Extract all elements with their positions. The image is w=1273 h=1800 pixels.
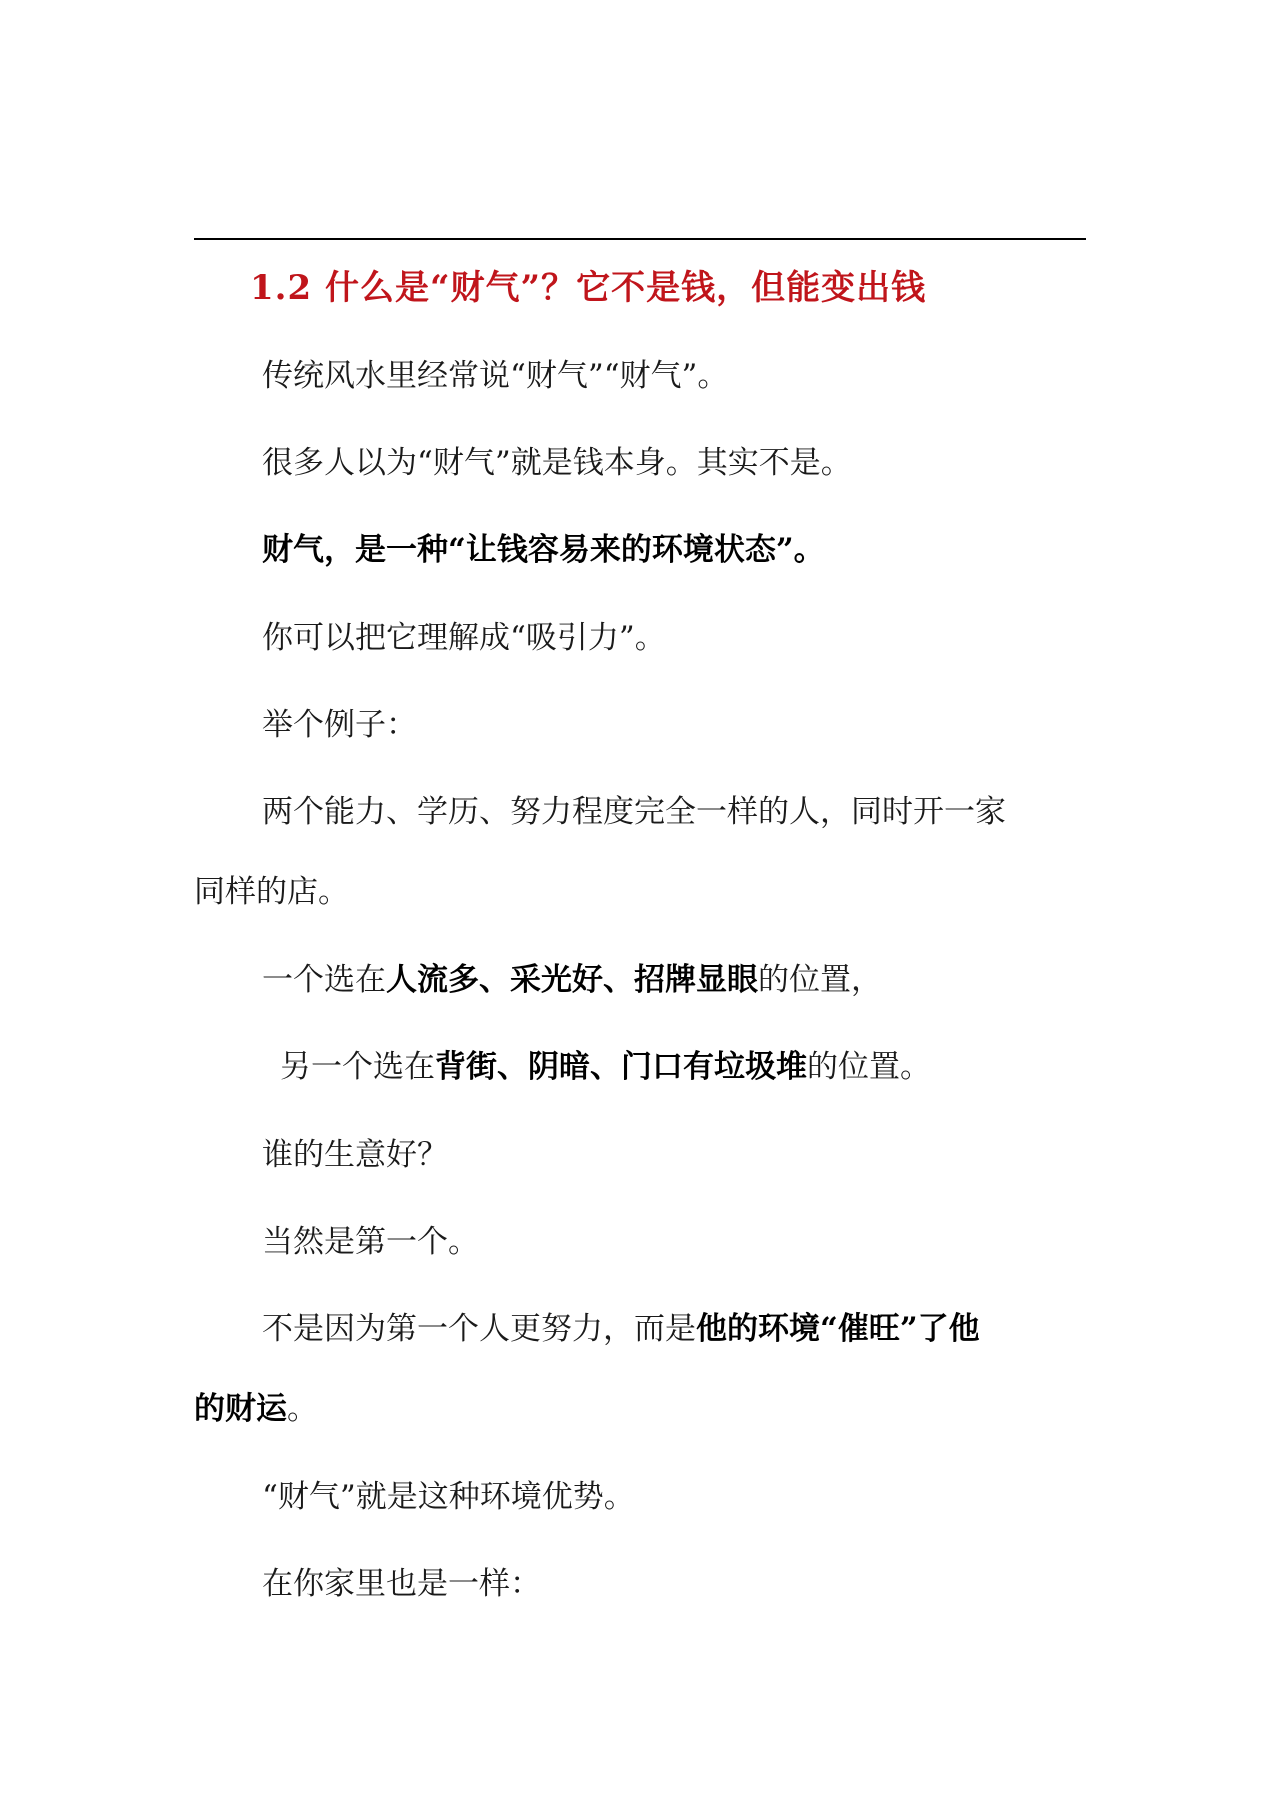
paragraph-7-prefix: 一个选在	[262, 962, 386, 998]
paragraph-11-emphasis: 他的环境“催旺”了他	[696, 1311, 980, 1347]
paragraph-7	[262, 960, 1086, 1000]
paragraph-11-suffix: 。	[287, 1391, 318, 1427]
paragraph-11-line-2	[194, 1389, 1018, 1429]
section-heading: 1.2 什么是“财气”？它不是钱，但能变出钱	[250, 268, 927, 308]
paragraph-5: 举个例子：	[262, 707, 417, 743]
paragraph-4: 你可以把它理解成“吸引力”。	[262, 620, 666, 656]
paragraph-12: “财气”就是这种环境优势。	[262, 1479, 635, 1515]
paragraph-8-suffix: 的位置。	[807, 1049, 931, 1085]
paragraph-3-bold-definition: 财气，是一种“让钱容易来的环境状态”。	[262, 532, 825, 568]
paragraph-8-emphasis: 背街、阴暗、门口有垃圾堆	[435, 1049, 807, 1085]
paragraph-8	[280, 1047, 1104, 1087]
paragraph-7-emphasis: 人流多、采光好、招牌显眼	[386, 962, 758, 998]
paragraph-6-line-1: 两个能力、学历、努力程度完全一样的人，同时开一家	[262, 794, 1006, 830]
paragraph-7-suffix: 的位置，	[758, 962, 882, 998]
paragraph-13: 在你家里也是一样：	[262, 1566, 541, 1602]
header-rule	[194, 238, 1086, 240]
paragraph-10: 当然是第一个。	[262, 1224, 479, 1260]
paragraph-2: 很多人以为“财气”就是钱本身。其实不是。	[262, 445, 852, 481]
paragraph-11-line-1	[262, 1309, 1086, 1349]
paragraph-11-emphasis-cont: 的财运	[194, 1391, 287, 1427]
paragraph-11-prefix: 不是因为第一个人更努力，而是	[262, 1311, 696, 1347]
paragraph-9: 谁的生意好？	[262, 1137, 448, 1173]
paragraph-6-line-2: 同样的店。	[194, 874, 349, 910]
paragraph-1: 传统风水里经常说“财气”“财气”。	[262, 358, 729, 394]
paragraph-8-prefix: 另一个选在	[280, 1049, 435, 1085]
